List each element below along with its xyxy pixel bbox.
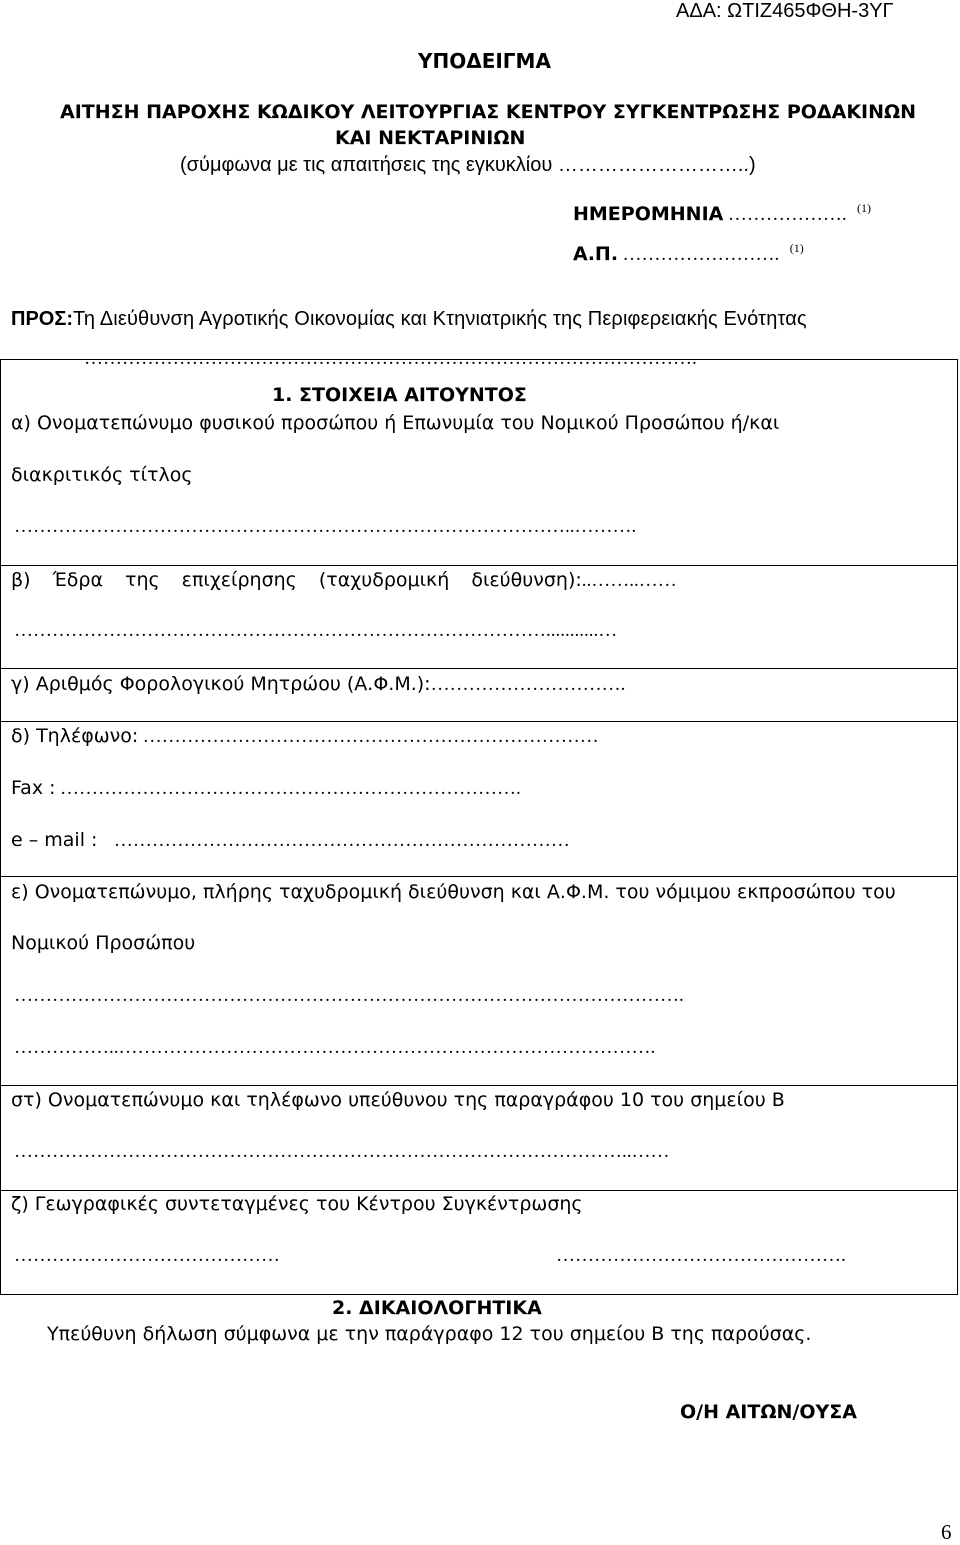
field-st-label: στ) Ονοματεπώνυμο και τηλέφωνο υπεύθυνου της παραγράφου 10 του σημείου Β — [11, 1089, 785, 1111]
section1-heading: 1. ΣΤΟΙΧΕΙΑ ΑΙΤΟΥΝΤΟΣ — [272, 384, 527, 406]
field-e-dots-1: ……………………………………………………………………………………………. — [14, 985, 684, 1006]
row-divider — [0, 1190, 958, 1191]
field-d-label: δ) Τηλέφωνο: — [11, 725, 139, 747]
field-a-dots: ……………………………………………………………………………..………. — [14, 516, 637, 537]
field-a-line1: α) Ονοματεπώνυμο φυσικού προσώπου ή Επωνυμία του Νομικού Προσώπου ή/και — [11, 412, 780, 434]
row-divider — [0, 1085, 958, 1086]
row-divider — [0, 721, 958, 722]
email-label: e – mail : — [11, 829, 98, 851]
section2-heading-text: 2. ΔΙΚΑΙΟΛΟΓΗΤΙΚΑ — [332, 1297, 542, 1319]
addressee-dots: ……………………………………………………………………………………. — [84, 348, 697, 369]
fax-dots: ………………………………………………………………. — [59, 778, 521, 799]
field-d — [11, 725, 599, 748]
ada-code: ΑΔΑ: ΩΤΙΖ465ΦΘΗ-3ΥΓ — [676, 0, 894, 22]
field-e-dots-2: ……………..…………………………………………………………………………. — [14, 1037, 656, 1058]
field-c-dots: …………………………. — [430, 674, 626, 695]
section2-text: Υπεύθυνη δήλωση σύμφωνα με την παράγραφο 12 του σημείου Β της παρούσας. — [47, 1323, 812, 1345]
section2-heading — [332, 1297, 542, 1319]
title-line-1: ΑΙΤΗΣΗ ΠΑΡΟΧΗΣ ΚΩΔΙΚΟΥ ΛΕΙΤΟΥΡΓΙΑΣ ΚΕΝΤΡΟΥ ΣΥΓΚΕΝΤΡΩΣΗΣ ΡΟΔΑΚΙΝΩΝ — [60, 101, 917, 123]
subtitle: (σύμφωνα με τις απαιτήσεις της εγκυκλίου ………………………..) — [180, 154, 756, 176]
field-b-dots: ..……..…… — [581, 570, 677, 591]
field-z-dots-2: ………………………………………. — [556, 1245, 846, 1266]
field-st-dots: ……………………………………………………………………………………..…… — [14, 1141, 670, 1162]
addressee-line — [11, 308, 807, 331]
field-e-line2: Νομικού Προσώπου — [11, 932, 196, 954]
date-note: (1) — [857, 201, 872, 215]
field-d-dots: ……………………………………………………………… — [142, 726, 599, 747]
email-dots: ……………………………………………………………… — [113, 830, 570, 851]
row-divider — [0, 876, 958, 877]
page-number: 6 — [941, 1520, 952, 1544]
ap-line — [573, 243, 804, 266]
ap-label: Α.Π. — [573, 243, 619, 265]
date-label: ΗΜΕΡΟΜΗΝΙΑ — [573, 203, 724, 225]
signature-label: Ο/Η ΑΙΤΩΝ/ΟΥΣΑ — [680, 1401, 857, 1423]
pros-label: ΠΡΟΣ: — [11, 308, 74, 330]
field-a-line2: διακριτικός τίτλος — [11, 464, 193, 486]
ap-note: (1) — [789, 241, 804, 255]
ap-dots: ……………………. — [622, 244, 780, 265]
field-b-dots-2: …………………………………………………………………………...........… — [14, 620, 618, 641]
date-dots: ………………. — [727, 204, 847, 225]
field-e-line1: ε) Ονοματεπώνυμο, πλήρης ταχυδρομική διεύθυνση και Α.Φ.Μ. του νόμιμου εκπροσώπου του — [11, 881, 896, 903]
field-b-label: β) Έδρα της επιχείρησης (ταχυδρομική διεύθυνση): — [11, 569, 582, 591]
field-fax — [11, 777, 521, 800]
date-line — [573, 203, 871, 226]
field-c — [11, 673, 625, 696]
sample-label: ΥΠΟΔΕΙΓΜΑ — [418, 49, 551, 73]
field-c-label: γ) Αριθμός Φορολογικού Μητρώου (Α.Φ.Μ.): — [11, 673, 431, 695]
field-b — [11, 569, 677, 592]
row-divider — [0, 565, 958, 566]
field-z-label: ζ) Γεωγραφικές συντεταγμένες του Κέντρου Συγκέντρωσης — [11, 1193, 583, 1215]
pros-text: Τη Διεύθυνση Αγροτικής Οικονομίας και Κτηνιατρικής της Περιφερειακής Ενότητας — [73, 308, 807, 330]
field-z-dots-1: …………………………………… — [14, 1245, 280, 1266]
field-email — [11, 829, 570, 852]
row-divider — [0, 668, 958, 669]
fax-label: Fax : — [11, 777, 56, 799]
title-line-2: ΚΑΙ ΝΕΚΤΑΡΙΝΙΩΝ — [335, 127, 526, 149]
